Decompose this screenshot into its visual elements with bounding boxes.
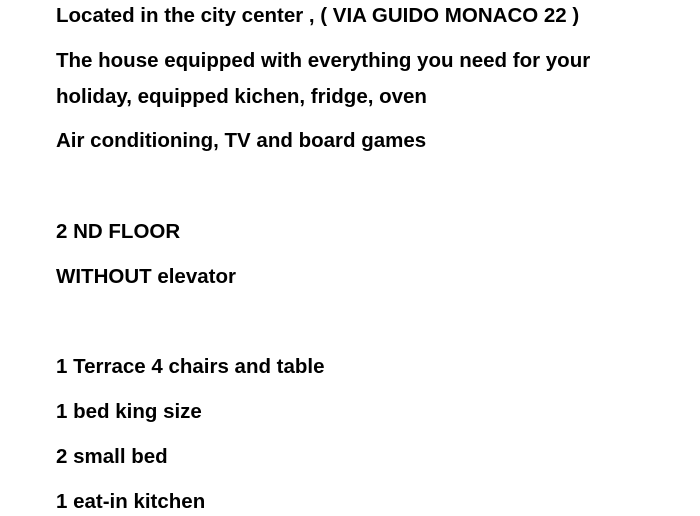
small-bed-text: 2 small bed <box>56 445 168 468</box>
house-description-line-1: The house equipped with everything you need for your <box>56 49 591 72</box>
house-description-line-2: holiday, equipped kichen, fridge, oven <box>56 85 427 108</box>
location-text: Located in the city center , ( VIA GUIDO MONACO 22 ) <box>56 4 580 27</box>
floor-text: 2 ND FLOOR <box>56 220 181 243</box>
king-bed-text: 1 bed king size <box>56 400 202 423</box>
elevator-text: WITHOUT elevator <box>56 265 236 288</box>
terrace-text: 1 Terrace 4 chairs and table <box>56 355 325 378</box>
kitchen-text: 1 eat-in kitchen <box>56 490 206 513</box>
amenities-text: Air conditioning, TV and board games <box>56 129 427 152</box>
